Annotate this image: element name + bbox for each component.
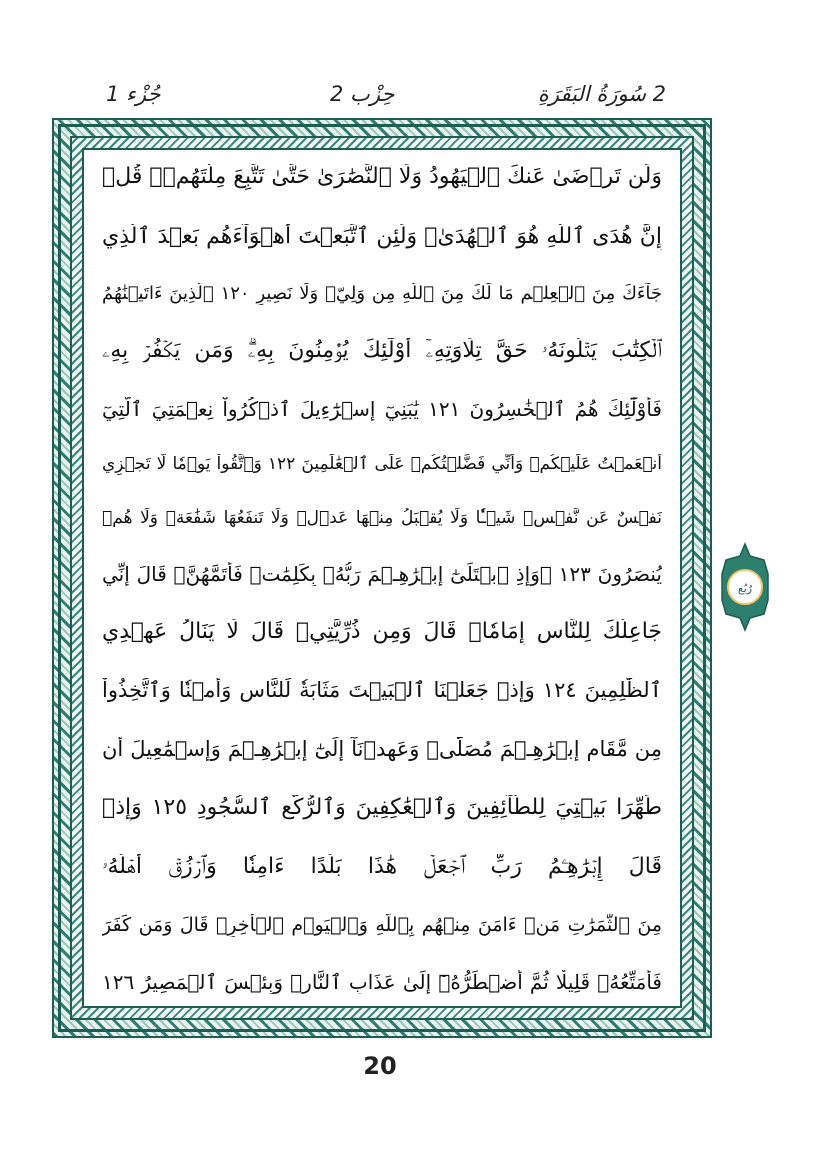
text-line: مِنَ ٱلثَّمَرَٰتِ مَنۡ ءَامَنَ مِنۡهُم بِٱللَّهِ وَٱلۡيَوۡمِ ٱلۡأٓخِرِۖ قَالَ وَمَن كَفَرَ <box>102 913 662 936</box>
juz-label: جُزْء 1 <box>106 82 161 106</box>
text-line: مِن مَّقَامِ إِبۡرَٰهِـۧمَ مُصَلّٗىۖ وَعَهِدۡنَآ إِلَىٰٓ إِبۡرَٰهِـۧمَ وَإِسۡمَٰعِيلَ أَن <box>102 736 662 761</box>
quran-text-lines <box>102 164 662 994</box>
text-panel <box>82 148 682 1008</box>
text-line: نَفۡسٌ عَن نَّفۡسٖ شَيۡـٔٗا وَلَا يُقۡبَلُ مِنۡهَا عَدۡلٞ وَلَا تَنفَعُهَا شَفَٰعَةٞ وَلَا هُمۡ <box>102 508 662 528</box>
frame-inner-pattern <box>70 136 694 1020</box>
text-line: إِنَّ هُدَى ٱللَّهِ هُوَ ٱلۡهُدَىٰۗ وَلَئِنِ ٱتَّبَعۡتَ أَهۡوَآءَهُم بَعۡدَ ٱلَّذِي <box>102 223 662 249</box>
text-line: جَاعِلُكَ لِلنَّاسِ إِمَامٗاۖ قَالَ وَمِن ذُرِّيَّتِيۖ قَالَ لَا يَنَالُ عَهۡدِي <box>102 618 662 644</box>
text-line: ٱلۡكِتَٰبَ يَتۡلُونَهُۥ حَقَّ تِلَاوَتِهِۦٓ أُوْلَٰٓئِكَ يُؤۡمِنُونَ بِهِۦۗ وَمَن يَكۡفُرۡ بِهِۦ <box>102 337 662 363</box>
text-line: فَأُوْلَٰٓئِكَ هُمُ ٱلۡخَٰسِرُونَ ١٢١ يَٰبَنِيٓ إِسۡرَٰٓءِيلَ ٱذۡكُرُواْ نِعۡمَتِيَ ٱلَّتِيٓ <box>102 397 662 422</box>
hizb-marker-label: رُبُع <box>737 582 753 595</box>
page-number: 20 <box>363 1052 397 1080</box>
text-line: ٱلظَّٰلِمِينَ ١٢٤ وَإِذۡ جَعَلۡنَا ٱلۡبَيۡتَ مَثَابَةٗ لِّلنَّاسِ وَأَمۡنٗا وَٱتَّخِذُواْ <box>102 678 662 703</box>
ornamental-frame <box>52 118 712 1038</box>
text-line: أَنۡعَمۡتُ عَلَيۡكُمۡ وَأَنِّي فَضَّلۡتُكُمۡ عَلَى ٱلۡعَٰلَمِينَ ١٢٢ وَٱتَّقُواْ يَوۡمٗا لَّا تَجۡزِي <box>102 454 662 475</box>
hizb-label: حِزْب 2 <box>330 82 395 106</box>
hizb-quarter-marker-icon <box>720 542 770 632</box>
text-line: جَآءَكَ مِنَ ٱلۡعِلۡمِ مَا لَكَ مِنَ ٱللَّهِ مِن وَلِيّٖ وَلَا نَصِيرٍ ١٢٠ ٱلَّذِينَ ءَاتَيۡنَٰهُمُ <box>102 283 662 305</box>
surah-title: 2 سُورَةُ البَقَرَةِ <box>537 82 666 106</box>
text-line: يُنصَرُونَ ١٢٣ ۞وَإِذِ ٱبۡتَلَىٰٓ إِبۡرَٰهِـۧمَ رَبُّهُۥ بِكَلِمَٰتٖ فَأَتَمَّهُنَّۖ قَالَ إِنِّي <box>102 561 662 586</box>
text-line: فَأُمَتِّعُهُۥ قَلِيلٗا ثُمَّ أَضۡطَرُّهُۥٓ إِلَىٰ عَذَابِ ٱلنَّارِۖ وَبِئۡسَ ٱلۡمَصِيرُ ١٢٦ <box>102 969 662 994</box>
text-line: قَالَ إِبۡرَٰهِـۧمُ رَبِّ ٱجۡعَلۡ هَٰذَا بَلَدًا ءَامِنٗا وَٱرۡزُقۡ أَهۡلَهُۥ <box>102 854 662 880</box>
text-line: طَهِّرَا بَيۡتِيَ لِلطَّآئِفِينَ وَٱلۡعَٰكِفِينَ وَٱلرُّكَّعِ ٱلسُّجُودِ ١٢٥ وَإِذۡ <box>102 794 662 820</box>
text-line: وَلَن تَرۡضَىٰ عَنكَ ٱلۡيَهُودُ وَلَا ٱلنَّصَٰرَىٰ حَتَّىٰ تَتَّبِعَ مِلَّتَهُمۡۗ قُلۡ <box>102 164 662 189</box>
